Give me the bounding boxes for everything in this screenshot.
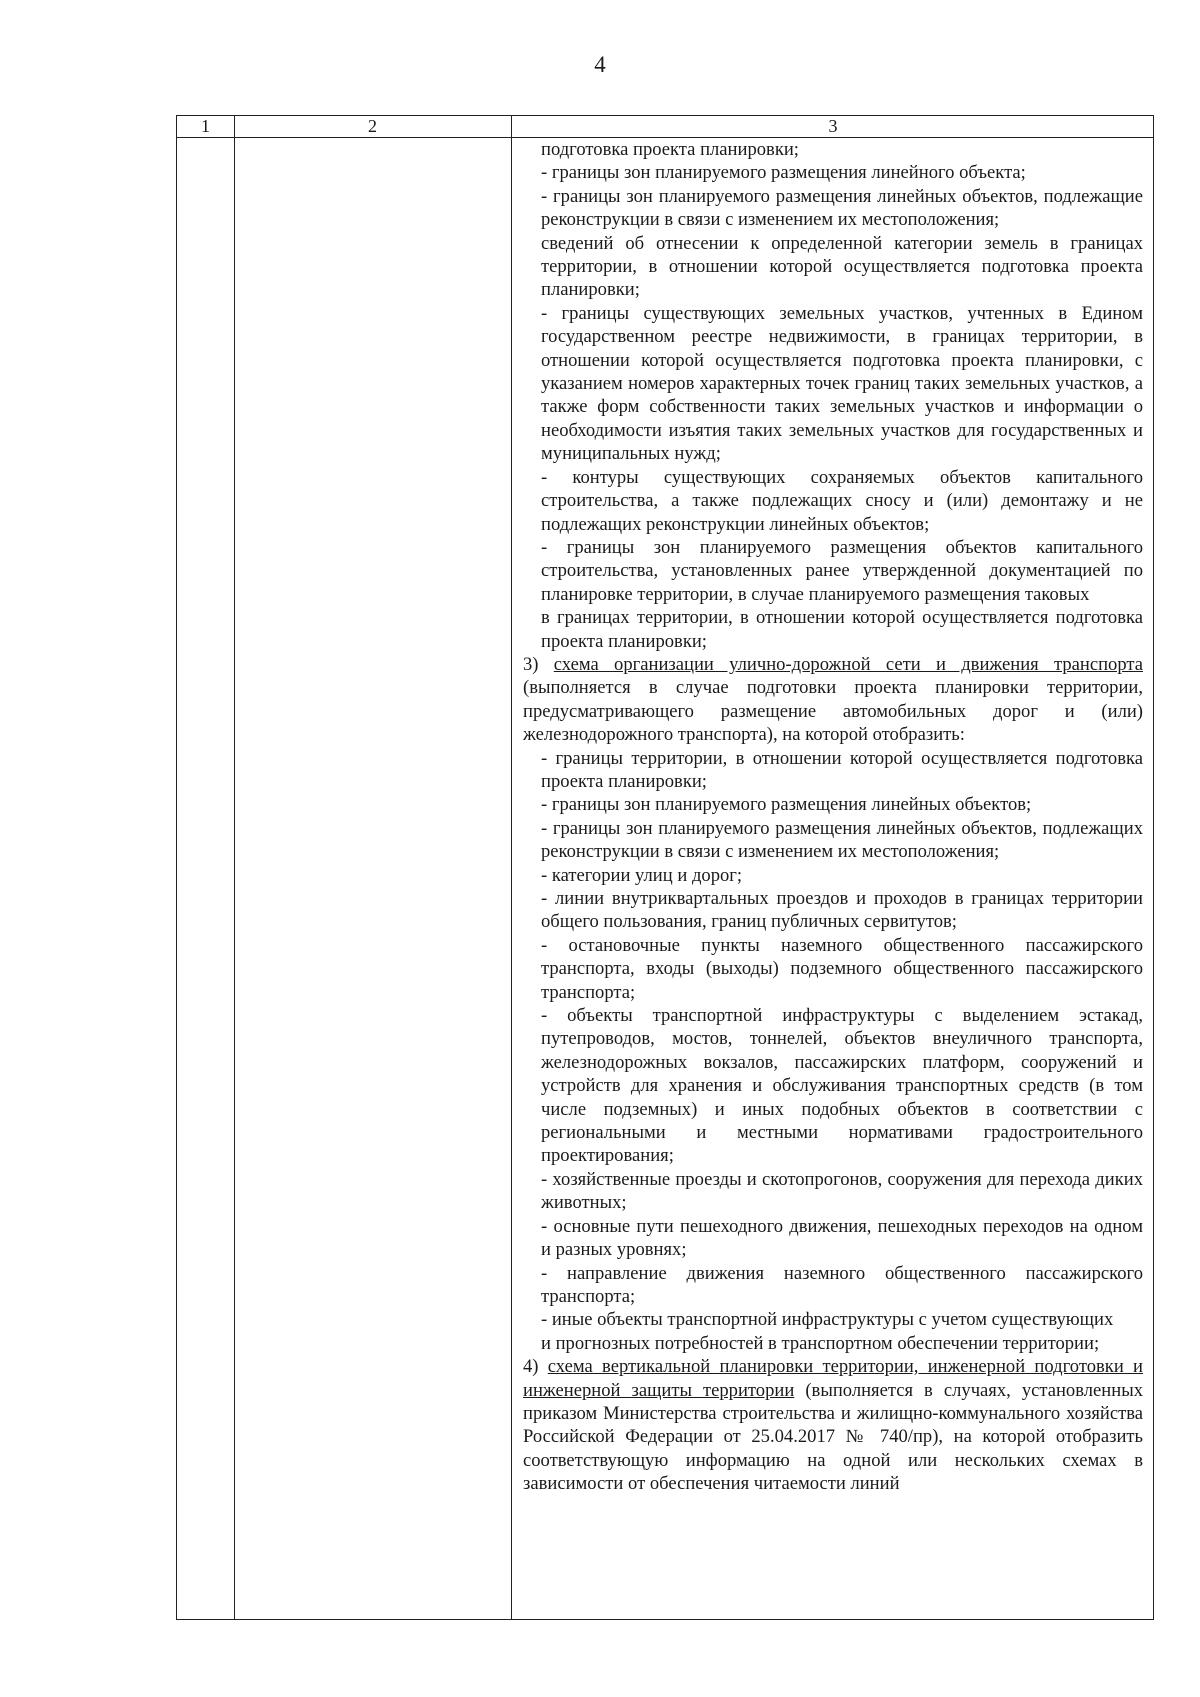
paragraph-text: - контуры существующих сохраняемых объектов капитального строительства, а также подлежащих сносу и (или) демонтажу и не подлежащих реконструкции линейных объектов; xyxy=(541,466,1143,535)
content-paragraph xyxy=(523,653,1143,747)
paragraph-text: - границы зон планируемого размещения объектов капитального строительства, установленных ранее утвержденной документацией по планировке территории, в случае планируемого размещения таковых xyxy=(541,536,1143,605)
paragraph-text: - границы зон планируемого размещения линейного объекта; xyxy=(541,162,1026,184)
paragraph-text: - объекты транспортной инфраструктуры с выделением эстакад, путепроводов, мостов, тоннелей, объектов внеуличного транспорта, железнодорожных вокзалов, пассажирских платформ, сооружений и устройств для хранения и обслуживания транспортных средств (в том числе подземных) и иных подобных объектов в соответствии с региональными и местными нормативами градостроительного проектирования; xyxy=(541,1005,1143,1167)
paragraph-text: - границы зон планируемого размещения линейных объектов; xyxy=(541,794,1032,816)
column-header-3: 3 xyxy=(828,116,838,136)
content-paragraph xyxy=(523,887,1143,934)
paragraph-text: сведений об отнесении к определенной категории земель в границах территории, в отношении которой осуществляется подготовка проекта планировки; xyxy=(541,232,1143,301)
paragraph-text: - иные объекты транспортной инфраструктуры с учетом существующих xyxy=(541,1309,1114,1331)
paragraph-text: - границы территории, в отношении которой осуществляется подготовка проекта планировки; xyxy=(541,747,1143,792)
column-header-2: 2 xyxy=(368,116,377,136)
content-paragraph xyxy=(523,1355,1143,1495)
page-number: 4 xyxy=(594,52,606,77)
paragraph-text: - хозяйственные проезды и скотопрогонов, сооружения для перехода диких животных; xyxy=(541,1168,1143,1214)
content-paragraph xyxy=(523,185,1143,232)
paragraph-text: в границах территории, в отношении которой осуществляется подготовка проекта планировки; xyxy=(541,607,1143,652)
content-paragraph xyxy=(523,1308,1143,1331)
content-paragraph xyxy=(523,817,1143,864)
paragraph-text: - основные пути пешеходного движения, пешеходных переходов на одном и разных уровнях; xyxy=(541,1215,1143,1261)
content-paragraph xyxy=(523,793,1143,816)
content-paragraph xyxy=(523,536,1143,606)
item-number: 4) xyxy=(523,1356,548,1378)
table-header-row xyxy=(177,116,1153,138)
paragraph-text: и прогнозных потребностей в транспортном обеспечении территории; xyxy=(541,1332,1100,1354)
column-header-1: 1 xyxy=(201,116,210,136)
content-paragraph xyxy=(523,934,1143,1004)
content-paragraph xyxy=(523,161,1143,184)
paragraph-text: - границы существующих земельных участков, учтенных в Едином государственном реестре недвижимости, в границах территории, в отношении которой осуществляется подготовка проекта планировки, с указанием номеров характерных точек границ таких земельных участков, а также форм собственности таких земельных участков и информации о необходимости изъятия таких земельных участков для государственных и муниципальных нужд; xyxy=(541,302,1143,465)
content-paragraph xyxy=(523,1168,1143,1215)
requirements-table xyxy=(176,115,1154,1620)
content-paragraph xyxy=(523,864,1143,887)
paragraph-text: - линии внутриквартальных проездов и проходов в границах территории общего пользования, границ публичных сервитутов; xyxy=(541,888,1143,933)
content-paragraph xyxy=(523,606,1143,653)
column-divider xyxy=(234,116,235,1619)
content-paragraph xyxy=(523,466,1143,536)
content-paragraph xyxy=(523,1332,1143,1355)
content-paragraph xyxy=(523,747,1143,794)
paragraph-text: подготовка проекта планировки; xyxy=(541,139,799,160)
paragraph-text: - границы зон планируемого размещения линейных объектов, подлежащих реконструкции в связи с изменением их местоположения; xyxy=(541,817,1143,863)
paragraph-text: - остановочные пункты наземного общественного пассажирского транспорта, входы (выходы) подземного общественного пассажирского транспорта; xyxy=(541,934,1143,1003)
content-paragraph xyxy=(523,302,1143,466)
paragraph-text: (выполняется в случаях, установленных приказом Министерства строительства и жилищно-коммунального хозяйства Российской Федерации от 25.04.2017 № 740/пр), на которой отобразить соответствующую информацию на одной или нескольких схемах в зависимости от обеспечения читаемости линий xyxy=(523,1379,1143,1495)
item-title: схема организации улично-дорожной сети и движения транспорта xyxy=(553,653,1143,675)
paragraph-text: - категории улиц и дорог; xyxy=(541,864,743,886)
content-paragraph xyxy=(523,1262,1143,1309)
content-paragraph xyxy=(523,138,1143,161)
content-paragraph xyxy=(523,1004,1143,1168)
item-title: схема вертикальной планировки территории, инженерной подготовки и инженерной защиты территории xyxy=(523,1356,1143,1401)
paragraph-text: - границы зон планируемого размещения линейных объектов, подлежащие реконструкции в связи с изменением их местоположения; xyxy=(541,185,1143,231)
content-paragraph xyxy=(523,232,1143,302)
column-3-content xyxy=(511,137,1155,1619)
paragraph-text: (выполняется в случае подготовки проекта планировки территории, предусматривающего размещение автомобильных дорог и (или) железнодорожного транспорта), на которой отобразить: xyxy=(523,677,1143,746)
paragraph-text: - направление движения наземного общественного пассажирского транспорта; xyxy=(541,1262,1143,1307)
content-paragraph xyxy=(523,1215,1143,1262)
item-number: 3) xyxy=(523,653,554,675)
